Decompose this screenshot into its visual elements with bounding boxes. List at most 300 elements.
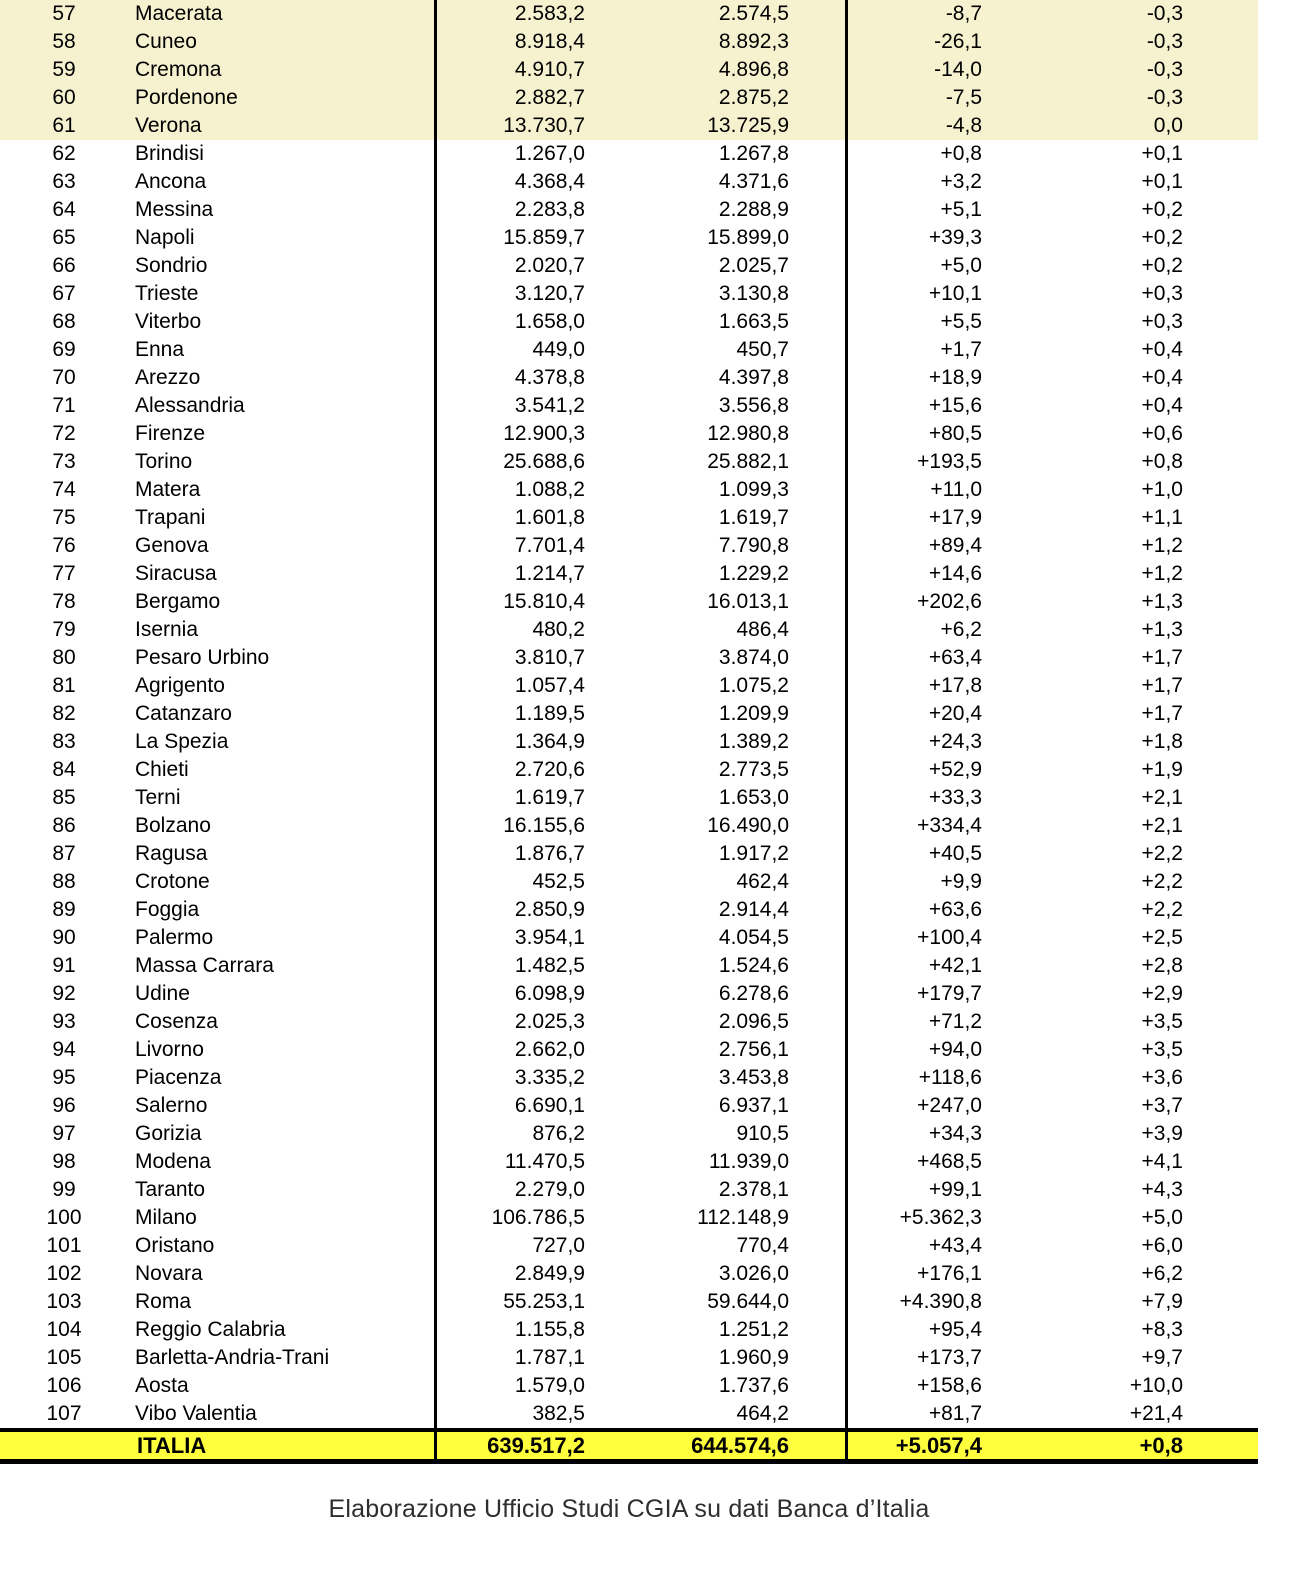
row-rank: 100 [46, 1206, 82, 1229]
row-diff: +40,5 [928, 842, 982, 865]
row-diff: +95,4 [928, 1318, 982, 1341]
table-row [0, 1316, 1258, 1344]
total-label: ITALIA [128, 1432, 437, 1459]
row-province: Chieti [128, 756, 437, 784]
table-row [0, 308, 1258, 336]
row-diff: +89,4 [928, 534, 982, 557]
row-province: Firenze [128, 420, 437, 448]
row-pct: +10,0 [1129, 1374, 1183, 1397]
row-pct: +8,3 [1141, 1318, 1183, 1341]
table-row [0, 812, 1258, 840]
row-rank: 70 [52, 366, 76, 389]
row-diff: +43,4 [928, 1234, 982, 1257]
row-value-b: 1.389,2 [643, 728, 848, 756]
row-value-b: 4.371,6 [643, 168, 848, 196]
row-pct: +0,3 [1141, 310, 1183, 333]
row-province: Massa Carrara [128, 952, 437, 980]
total-row [0, 1428, 1258, 1464]
table-row [0, 672, 1258, 700]
row-value-a: 449,0 [532, 338, 585, 361]
row-pct: +1,3 [1141, 590, 1183, 613]
row-value-a: 2.279,0 [514, 1178, 585, 1201]
total-rank-spacer [0, 1432, 128, 1459]
table-row [0, 420, 1258, 448]
table-row [0, 168, 1258, 196]
row-value-b: 15.899,0 [643, 224, 848, 252]
table-row [0, 28, 1258, 56]
row-pct: +1,7 [1141, 702, 1183, 725]
row-diff: +3,2 [940, 170, 982, 193]
row-province: Ancona [128, 168, 437, 196]
row-province: Sondrio [128, 252, 437, 280]
row-diff: +18,9 [928, 366, 982, 389]
table-row [0, 896, 1258, 924]
table-row [0, 364, 1258, 392]
row-pct: +0,8 [1141, 450, 1183, 473]
row-province: Oristano [128, 1232, 437, 1260]
row-province: Matera [128, 476, 437, 504]
row-diff: +5,0 [940, 254, 982, 277]
row-pct: +5,0 [1141, 1206, 1183, 1229]
row-value-b: 770,4 [643, 1232, 848, 1260]
row-diff: +94,0 [928, 1038, 982, 1061]
row-diff: +39,3 [928, 226, 982, 249]
table-row [0, 532, 1258, 560]
row-value-b: 59.644,0 [643, 1288, 848, 1316]
row-pct: +0,2 [1141, 226, 1183, 249]
table-row [0, 1092, 1258, 1120]
row-rank: 90 [52, 926, 76, 949]
row-rank: 72 [52, 422, 76, 445]
row-diff: +17,8 [928, 674, 982, 697]
row-diff: +4.390,8 [899, 1290, 982, 1313]
row-rank: 77 [52, 562, 76, 585]
row-pct: -0,3 [1146, 30, 1183, 53]
row-province: Pesaro Urbino [128, 644, 437, 672]
table-row [0, 700, 1258, 728]
row-province: Torino [128, 448, 437, 476]
row-rank: 57 [52, 2, 76, 25]
row-province: Gorizia [128, 1120, 437, 1148]
source-caption: Elaborazione Ufficio Studi CGIA su dati Banca d’Italia [328, 1495, 930, 1523]
row-rank: 84 [52, 758, 76, 781]
row-diff: +14,6 [928, 562, 982, 585]
row-diff: +468,5 [917, 1150, 982, 1173]
row-value-b: 13.725,9 [643, 112, 848, 140]
row-value-a: 16.155,6 [503, 814, 585, 837]
row-rank: 63 [52, 170, 76, 193]
row-value-a: 3.954,1 [514, 926, 585, 949]
row-pct: +4,3 [1141, 1178, 1183, 1201]
row-value-a: 13.730,7 [503, 114, 585, 137]
row-pct: +0,4 [1141, 338, 1183, 361]
row-pct: 0,0 [1153, 114, 1183, 137]
row-value-a: 3.335,2 [514, 1066, 585, 1089]
row-pct: +1,8 [1141, 730, 1183, 753]
row-province: Trieste [128, 280, 437, 308]
row-province: Modena [128, 1148, 437, 1176]
row-diff: +80,5 [928, 422, 982, 445]
row-value-b: 8.892,3 [643, 28, 848, 56]
table-row [0, 616, 1258, 644]
row-rank: 65 [52, 226, 76, 249]
row-province: Aosta [128, 1372, 437, 1400]
row-rank: 67 [52, 282, 76, 305]
row-diff: +71,2 [928, 1010, 982, 1033]
row-value-b: 486,4 [643, 616, 848, 644]
row-value-a: 1.214,7 [514, 562, 585, 585]
row-rank: 92 [52, 982, 76, 1005]
row-diff: +5.362,3 [899, 1206, 982, 1229]
table-row [0, 1400, 1258, 1428]
row-diff: +6,2 [940, 618, 982, 641]
row-pct: +0,4 [1141, 394, 1183, 417]
row-rank: 106 [46, 1374, 82, 1397]
row-rank: 73 [52, 450, 76, 473]
row-pct: +0,4 [1141, 366, 1183, 389]
row-value-a: 1.787,1 [514, 1346, 585, 1369]
table-row [0, 840, 1258, 868]
table-row [0, 924, 1258, 952]
total-pct: +0,8 [1139, 1433, 1183, 1458]
table-row [0, 1148, 1258, 1176]
row-value-b: 1.229,2 [643, 560, 848, 588]
row-diff: +10,1 [928, 282, 982, 305]
row-pct: +3,5 [1141, 1038, 1183, 1061]
row-value-a: 3.541,2 [514, 394, 585, 417]
row-province: Bolzano [128, 812, 437, 840]
row-diff: +193,5 [917, 450, 982, 473]
row-value-a: 1.579,0 [514, 1374, 585, 1397]
row-diff: +24,3 [928, 730, 982, 753]
row-province: Foggia [128, 896, 437, 924]
row-rank: 104 [46, 1318, 82, 1341]
row-diff: +334,4 [917, 814, 982, 837]
row-pct: +1,3 [1141, 618, 1183, 641]
row-diff: +247,0 [917, 1094, 982, 1117]
row-province: Barletta-Andria-Trani [128, 1344, 437, 1372]
row-rank: 96 [52, 1094, 76, 1117]
row-pct: +6,2 [1141, 1262, 1183, 1285]
row-rank: 62 [52, 142, 76, 165]
row-value-b: 1.267,8 [643, 140, 848, 168]
row-rank: 74 [52, 478, 76, 501]
row-value-b: 25.882,1 [643, 448, 848, 476]
row-value-b: 3.453,8 [643, 1064, 848, 1092]
row-value-b: 1.663,5 [643, 308, 848, 336]
row-value-b: 910,5 [643, 1120, 848, 1148]
table-row [0, 224, 1258, 252]
row-diff: +100,4 [917, 926, 982, 949]
row-pct: +0,1 [1141, 170, 1183, 193]
row-value-b: 6.278,6 [643, 980, 848, 1008]
row-rank: 81 [52, 674, 76, 697]
row-province: Genova [128, 532, 437, 560]
row-value-b: 1.524,6 [643, 952, 848, 980]
row-province: Livorno [128, 1036, 437, 1064]
table-row [0, 1176, 1258, 1204]
row-diff: +158,6 [917, 1374, 982, 1397]
row-pct: +0,2 [1141, 198, 1183, 221]
row-province: Reggio Calabria [128, 1316, 437, 1344]
table-row [0, 1288, 1258, 1316]
row-rank: 61 [52, 114, 76, 137]
table-row [0, 392, 1258, 420]
table-row [0, 1036, 1258, 1064]
row-value-a: 1.619,7 [514, 786, 585, 809]
row-value-b: 464,2 [643, 1400, 848, 1428]
row-diff: +20,4 [928, 702, 982, 725]
row-value-b: 16.490,0 [643, 812, 848, 840]
total-value-a: 639.517,2 [487, 1433, 585, 1458]
row-rank: 95 [52, 1066, 76, 1089]
table-row [0, 784, 1258, 812]
row-province: Palermo [128, 924, 437, 952]
row-pct: +1,2 [1141, 534, 1183, 557]
row-pct: +4,1 [1141, 1150, 1183, 1173]
row-value-b: 450,7 [643, 336, 848, 364]
row-rank: 69 [52, 338, 76, 361]
table-row [0, 1232, 1258, 1260]
row-diff: +15,6 [928, 394, 982, 417]
table-row [0, 84, 1258, 112]
row-value-a: 1.364,9 [514, 730, 585, 753]
row-province: Siracusa [128, 560, 437, 588]
row-province: Enna [128, 336, 437, 364]
row-diff: -4,8 [945, 114, 982, 137]
row-diff: +179,7 [917, 982, 982, 1005]
row-province: Vibo Valentia [128, 1400, 437, 1428]
row-value-a: 1.155,8 [514, 1318, 585, 1341]
row-diff: +9,9 [940, 870, 982, 893]
row-diff: +118,6 [918, 1066, 982, 1089]
table-row [0, 0, 1258, 28]
row-diff: +34,3 [928, 1122, 982, 1145]
table-row [0, 728, 1258, 756]
table-row [0, 952, 1258, 980]
row-pct: -0,3 [1146, 86, 1183, 109]
row-diff: +33,3 [928, 786, 982, 809]
row-value-b: 7.790,8 [643, 532, 848, 560]
row-value-a: 25.688,6 [503, 450, 585, 473]
row-value-b: 1.619,7 [643, 504, 848, 532]
table-row [0, 56, 1258, 84]
row-value-b: 112.148,9 [643, 1204, 848, 1232]
table-row [0, 112, 1258, 140]
row-rank: 105 [46, 1346, 82, 1369]
table-row [0, 588, 1258, 616]
row-value-a: 452,5 [532, 870, 585, 893]
row-diff: +63,4 [928, 646, 982, 669]
row-pct: +2,8 [1141, 954, 1183, 977]
row-rank: 102 [46, 1262, 82, 1285]
row-pct: +3,6 [1141, 1066, 1183, 1089]
row-rank: 68 [52, 310, 76, 333]
row-diff: -8,7 [945, 2, 982, 25]
row-diff: +17,9 [928, 506, 982, 529]
row-province: Verona [128, 112, 437, 140]
table-row [0, 1120, 1258, 1148]
row-diff: +81,7 [928, 1402, 982, 1425]
row-diff: +5,5 [940, 310, 982, 333]
row-pct: +0,6 [1141, 422, 1183, 445]
row-value-b: 1.075,2 [643, 672, 848, 700]
row-value-b: 2.574,5 [643, 0, 848, 28]
row-value-a: 106.786,5 [491, 1206, 585, 1229]
row-value-a: 6.690,1 [514, 1094, 585, 1117]
row-value-a: 2.849,9 [514, 1262, 585, 1285]
row-diff: +63,6 [928, 898, 982, 921]
row-value-a: 1.189,5 [514, 702, 585, 725]
row-pct: +9,7 [1141, 1346, 1183, 1369]
row-province: Macerata [128, 0, 437, 28]
row-province: Cosenza [128, 1008, 437, 1036]
row-pct: +2,2 [1141, 870, 1183, 893]
row-value-a: 2.020,7 [514, 254, 585, 277]
row-value-b: 1.251,2 [643, 1316, 848, 1344]
table-row [0, 1260, 1258, 1288]
table-row [0, 1344, 1258, 1372]
row-value-a: 11.470,5 [504, 1150, 585, 1173]
row-rank: 75 [52, 506, 76, 529]
row-value-a: 1.658,0 [514, 310, 585, 333]
row-province: La Spezia [128, 728, 437, 756]
row-diff: -26,1 [934, 30, 982, 53]
row-rank: 58 [52, 30, 76, 53]
row-province: Cuneo [128, 28, 437, 56]
row-rank: 86 [52, 814, 76, 837]
row-pct: +1,1 [1141, 506, 1183, 529]
row-rank: 82 [52, 702, 76, 725]
table-row [0, 1204, 1258, 1232]
row-rank: 83 [52, 730, 76, 753]
row-value-a: 1.601,8 [514, 506, 585, 529]
row-rank: 103 [46, 1290, 82, 1313]
row-province: Udine [128, 980, 437, 1008]
row-diff: +1,7 [940, 338, 982, 361]
row-value-b: 3.130,8 [643, 280, 848, 308]
row-province: Terni [128, 784, 437, 812]
row-rank: 98 [52, 1150, 76, 1173]
row-rank: 99 [52, 1178, 76, 1201]
row-rank: 80 [52, 646, 76, 669]
row-value-a: 55.253,1 [503, 1290, 585, 1313]
table-row [0, 252, 1258, 280]
row-pct: -0,3 [1146, 58, 1183, 81]
table-row [0, 980, 1258, 1008]
row-pct: +2,9 [1141, 982, 1183, 1005]
table-row [0, 476, 1258, 504]
row-diff: +176,1 [917, 1262, 982, 1285]
row-value-b: 6.937,1 [643, 1092, 848, 1120]
row-value-a: 382,5 [532, 1402, 585, 1425]
row-value-b: 4.054,5 [643, 924, 848, 952]
row-province: Ragusa [128, 840, 437, 868]
row-rank: 64 [52, 198, 76, 221]
row-value-b: 2.025,7 [643, 252, 848, 280]
row-value-b: 1.653,0 [643, 784, 848, 812]
table-row [0, 1372, 1258, 1400]
row-rank: 93 [52, 1010, 76, 1033]
row-rank: 107 [46, 1402, 82, 1425]
row-value-a: 480,2 [532, 618, 585, 641]
row-value-a: 2.283,8 [514, 198, 585, 221]
row-value-b: 2.914,4 [643, 896, 848, 924]
row-diff: +202,6 [917, 590, 982, 613]
table-row [0, 1064, 1258, 1092]
row-rank: 88 [52, 870, 76, 893]
row-rank: 94 [52, 1038, 76, 1061]
row-value-b: 2.378,1 [643, 1176, 848, 1204]
row-pct: -0,3 [1146, 2, 1183, 25]
row-pct: +1,2 [1141, 562, 1183, 585]
row-rank: 89 [52, 898, 76, 921]
row-value-a: 2.850,9 [514, 898, 585, 921]
total-diff: +5.057,4 [895, 1433, 982, 1458]
row-pct: +7,9 [1141, 1290, 1183, 1313]
row-value-b: 2.875,2 [643, 84, 848, 112]
row-province: Cremona [128, 56, 437, 84]
row-value-a: 12.900,3 [503, 422, 585, 445]
row-rank: 59 [52, 58, 76, 81]
row-pct: +0,1 [1141, 142, 1183, 165]
row-province: Agrigento [128, 672, 437, 700]
row-pct: +1,7 [1141, 674, 1183, 697]
row-pct: +2,5 [1141, 926, 1183, 949]
table-row [0, 504, 1258, 532]
row-value-a: 8.918,4 [514, 30, 585, 53]
row-value-a: 3.810,7 [514, 646, 585, 669]
table-row [0, 868, 1258, 896]
row-pct: +3,5 [1141, 1010, 1183, 1033]
row-province: Alessandria [128, 392, 437, 420]
row-value-a: 4.368,4 [514, 170, 585, 193]
row-value-b: 1.737,6 [643, 1372, 848, 1400]
row-province: Arezzo [128, 364, 437, 392]
row-value-b: 2.288,9 [643, 196, 848, 224]
row-diff: +173,7 [917, 1346, 982, 1369]
row-value-a: 1.482,5 [514, 954, 585, 977]
table-row [0, 560, 1258, 588]
row-diff: -7,5 [945, 86, 982, 109]
row-province: Brindisi [128, 140, 437, 168]
row-value-a: 1.057,4 [514, 674, 585, 697]
row-value-a: 15.859,7 [503, 226, 585, 249]
row-value-b: 1.209,9 [643, 700, 848, 728]
row-value-b: 3.556,8 [643, 392, 848, 420]
row-pct: +2,1 [1141, 814, 1183, 837]
row-value-b: 1.099,3 [643, 476, 848, 504]
row-pct: +1,0 [1141, 478, 1183, 501]
row-value-a: 4.910,7 [514, 58, 585, 81]
table-row [0, 140, 1258, 168]
table-row [0, 280, 1258, 308]
table-row [0, 1008, 1258, 1036]
row-value-a: 2.662,0 [514, 1038, 585, 1061]
row-diff: +5,1 [940, 198, 982, 221]
row-diff: +42,1 [928, 954, 982, 977]
row-value-a: 6.098,9 [514, 982, 585, 1005]
row-value-b: 1.917,2 [643, 840, 848, 868]
row-province: Milano [128, 1204, 437, 1232]
row-value-a: 7.701,4 [514, 534, 585, 557]
row-province: Pordenone [128, 84, 437, 112]
row-pct: +1,9 [1141, 758, 1183, 781]
row-province: Salerno [128, 1092, 437, 1120]
row-rank: 101 [46, 1234, 82, 1257]
row-diff: +99,1 [928, 1178, 982, 1201]
row-value-a: 2.882,7 [514, 86, 585, 109]
